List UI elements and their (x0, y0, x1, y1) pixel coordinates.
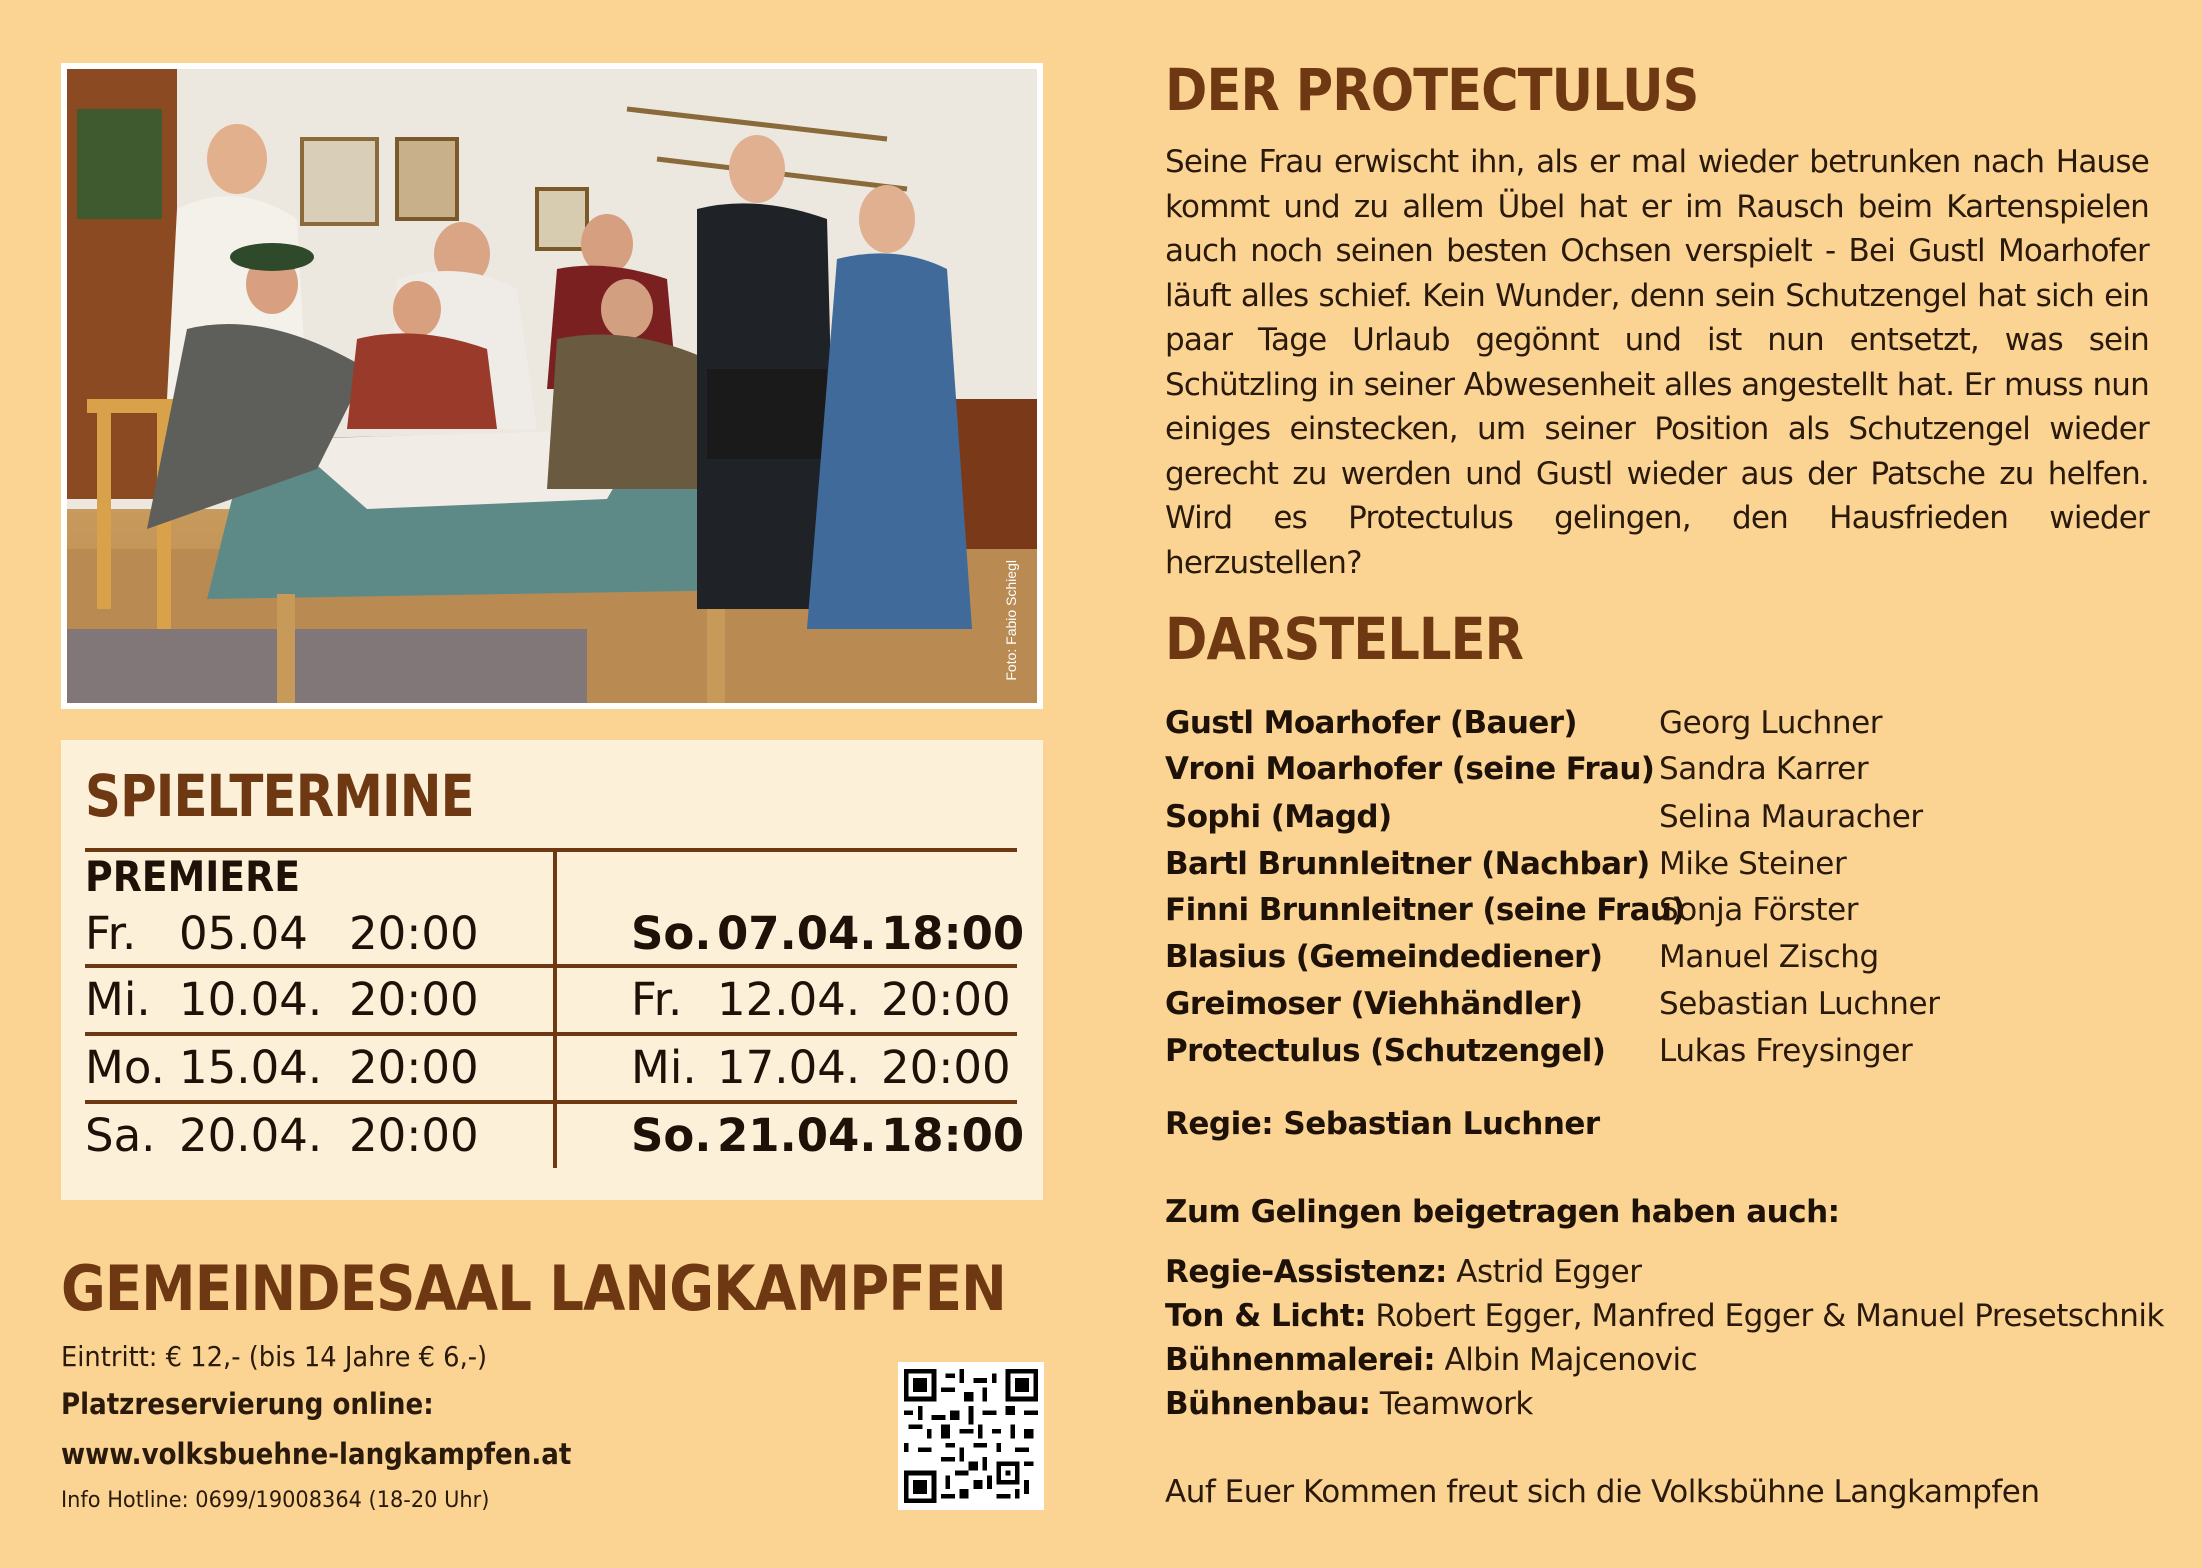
hotline-text: Info Hotline: 0699/19008364 (18-20 Uhr) (61, 1488, 490, 1513)
entry-time: 20:00 (349, 973, 479, 1026)
contributor-line (1165, 1342, 1697, 1378)
entry-time: 20:00 (349, 1041, 479, 1094)
table-rule (85, 1032, 1017, 1036)
schedule-title: SPIELTERMINE (85, 762, 474, 830)
cast-actor: Manuel Zischg (1659, 939, 1879, 975)
schedule-entry (631, 904, 1025, 964)
cast-actor: Sebastian Luchner (1659, 986, 1940, 1022)
play-title: DER PROTECTULUS (1165, 56, 1699, 124)
table-rule (85, 964, 1017, 968)
entry-time: 18:00 (881, 1109, 1025, 1162)
entry-time: 20:00 (881, 1041, 1011, 1094)
cast-actor: Sonja Förster (1659, 892, 1859, 928)
reservation-label: Platzreservierung online: (61, 1387, 434, 1421)
cast-actor: Selina Mauracher (1659, 799, 1923, 835)
entry-day: Fr. (631, 973, 683, 1026)
entry-time: 20:00 (881, 973, 1011, 1026)
contributor-names: Astrid Egger (1456, 1254, 1642, 1290)
schedule-entry (85, 1038, 545, 1098)
contributors-heading: Zum Gelingen beigetragen haben auch: (1165, 1194, 1840, 1230)
admission-text: Eintritt: € 12,- (bis 14 Jahre € 6,-) (61, 1340, 488, 1373)
entry-date: 05.04 (179, 907, 308, 960)
closing-line: Auf Euer Kommen freut sich die Volksbühne Langkampfen (1165, 1474, 2040, 1510)
contributor-line (1165, 1386, 1533, 1422)
contributor-names: Albin Majcenovic (1444, 1342, 1698, 1378)
contributor-names: Robert Egger, Manfred Egger & Manuel Presetschnik (1375, 1298, 2164, 1334)
play-description: Seine Frau erwischt ihn, als er mal wieder betrunken nach Hause kommt und zu allem Übel hat er im Rausch beim Kartenspielen auch noch seinen besten Ochsen verspielt - Bei Gustl Moarhofer läuft alles schief. Kein Wunder, denn sein Schutzengel hat sich ein paar Tage Urlaub gegönnt und ist nun entsetzt, was sein Schützling in seiner Abwesenheit alles angestellt hat. Er muss nun einiges einstecken, um seiner Position als Schutzengel wieder gerecht zu werden und Gustl wieder aus der Patsche zu helfen. Wird es Protectulus gelingen, den Hausfrieden wieder herzustellen? (1165, 144, 2149, 581)
cast-role: Sophi (Magd) (1165, 799, 1392, 835)
schedule-entry (631, 1038, 1021, 1098)
schedule-entry (631, 970, 1021, 1030)
contributor-label: Bühnenmalerei: (1165, 1342, 1436, 1378)
contributor-label: Regie-Assistenz: (1165, 1254, 1447, 1290)
cast-photo-image (67, 69, 1037, 703)
cast-actor: Sandra Karrer (1659, 751, 1869, 787)
cast-role: Vroni Moarhofer (seine Frau) (1165, 751, 1655, 787)
cast-role: Bartl Brunnleitner (Nachbar) (1165, 846, 1650, 882)
cast-title: DARSTELLER (1165, 605, 1524, 673)
entry-date: 07.04. (717, 907, 877, 960)
schedule-entry (85, 970, 545, 1030)
entry-day: Mo. (85, 1041, 165, 1094)
entry-day: Fr. (85, 907, 137, 960)
entry-day: Sa. (85, 1109, 156, 1162)
schedule-entry (631, 1106, 1025, 1166)
cast-role: Blasius (Gemeindediener) (1165, 939, 1603, 975)
cast-role: Greimoser (Viehhändler) (1165, 986, 1583, 1022)
entry-date: 17.04. (717, 1041, 861, 1094)
entry-time: 20:00 (349, 907, 479, 960)
schedule-box (61, 740, 1043, 1200)
cast-actor: Lukas Freysinger (1659, 1033, 1913, 1069)
photo-illustration (67, 69, 1037, 703)
entry-time: 18:00 (881, 907, 1025, 960)
contributor-line (1165, 1298, 2164, 1334)
website-link[interactable]: www.volksbuehne-langkampfen.at (61, 1437, 572, 1471)
entry-date: 12.04. (717, 973, 861, 1026)
entry-date: 21.04. (717, 1109, 877, 1162)
contributor-line (1165, 1254, 1641, 1290)
table-rule (85, 1100, 1017, 1104)
entry-day: So. (631, 907, 712, 960)
schedule-entry (85, 904, 545, 964)
qr-code[interactable] (898, 1362, 1044, 1510)
entry-day: Mi. (85, 973, 151, 1026)
venue-title: GEMEINDESAAL LANGKAMPFEN (61, 1252, 1006, 1325)
table-divider (553, 848, 557, 1168)
entry-date: 10.04. (179, 973, 323, 1026)
photo-credit: Foto: Fabio Schiegl (1003, 560, 1019, 681)
contributor-names: Teamwork (1379, 1386, 1533, 1422)
entry-time: 20:00 (349, 1109, 479, 1162)
contributor-label: Ton & Licht: (1165, 1298, 1367, 1334)
qr-code-graphic (904, 1368, 1038, 1504)
entry-date: 15.04. (179, 1041, 323, 1094)
cast-role: Gustl Moarhofer (Bauer) (1165, 705, 1577, 741)
cast-role: Protectulus (Schutzengel) (1165, 1033, 1606, 1069)
cast-role: Finni Brunnleitner (seine Frau) (1165, 892, 1685, 928)
schedule-entry (85, 1106, 545, 1166)
cast-photo (61, 63, 1043, 709)
cast-actor: Mike Steiner (1659, 846, 1847, 882)
entry-day: So. (631, 1109, 712, 1162)
director-credit: Regie: Sebastian Luchner (1165, 1106, 1600, 1142)
cast-actor: Georg Luchner (1659, 705, 1883, 741)
contributor-label: Bühnenbau: (1165, 1386, 1371, 1422)
entry-date: 20.04. (179, 1109, 323, 1162)
premiere-label: PREMIERE (85, 852, 301, 901)
entry-day: Mi. (631, 1041, 697, 1094)
